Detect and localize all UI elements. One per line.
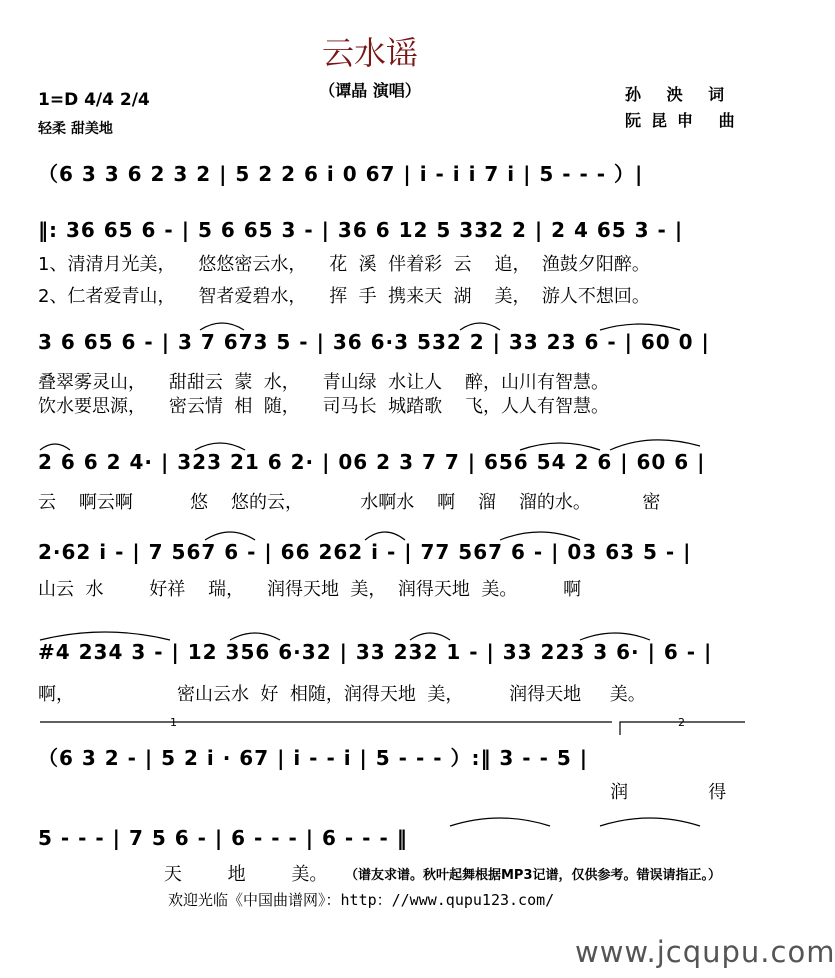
lyric-line-4: 云 啊云啊 悠 悠的云， 水啊水 啊 溜 溜的水。 密 [38, 492, 661, 513]
watermark: www.jcqupu.com [575, 935, 835, 969]
composer-credit: 阮昆申 曲 [625, 111, 745, 130]
notation-line-3: 3 6 65 6 - | 3 7 673 5 - | 36 6·3 532 2 | 33 23 6 - | 60 0 | [38, 330, 710, 354]
notation-line-4: 2 6 6 2 4· | 323 21 6 2· | 06 2 3 7 7 | 656 54 2 6 | 60 6 | [38, 450, 706, 474]
performer-label: （谭晶 演唱） [319, 81, 421, 100]
song-title: 云水谣 [321, 34, 418, 72]
lyric-line-7: 润 得 [38, 782, 727, 803]
notation-line-2: ‖: 36 65 6 - | 5 6 65 3 - | 36 6 12 5 332 2 | 2 4 65 3 - | [38, 218, 684, 242]
tempo-marking: 轻柔 甜美地 [38, 121, 113, 137]
lyric-line-6: 啊， 密山云水 好 相随，润得天地 美， 润得天地 美。 [38, 684, 646, 705]
volta-number-1: 1 [170, 716, 177, 729]
lyricist-credit: 孙 泱 词 [625, 85, 735, 104]
lyric-line-2-verse-1: 1、清清月光美， 悠悠密云水， 花 溪 伴着彩 云 追， 渔鼓夕阳醉。 [38, 254, 650, 275]
key-signature: 1=D 4/4 2/4 [38, 90, 150, 110]
notation-line-1: （6 3 3 6 2 3 2 | 5 2 2 6 i 0 67 | i - i i 7 i | 5 - - - ）| [38, 162, 644, 186]
lyric-line-5: 山云 水 好祥 瑞， 润得天地 美， 润得天地 美。 啊 [38, 579, 582, 600]
volta-number-2: 2 [678, 716, 685, 729]
site-credit: 欢迎光临《中国曲谱网》：http：//www.qupu123.com/ [168, 891, 555, 909]
lyric-line-3-verse-1: 叠翠雾灵山， 甜甜云 蒙 水， 青山绿 水让人 醉，山川有智慧。 [38, 372, 609, 393]
notation-line-6: #4 234 3 - | 12 356 6·32 | 33 232 1 - | 33 223 3 6· | 6 - | [38, 640, 713, 664]
lyric-line-2-verse-2: 2、仁者爱青山， 智者爱碧水， 挥 手 携来天 湖 美， 游人不想回。 [38, 286, 650, 307]
notation-line-5: 2·62 i - | 7 567 6 - | 66 262 i - | 77 567 6 - | 03 63 5 - | [38, 540, 692, 564]
notation-line-7: （6 3 2 - | 5 2 i · 67 | i - - i | 5 - - - ）:‖ 3 - - 5 | [38, 746, 589, 770]
notation-line-8: 5 - - - | 7 5 6 - | 6 - - - | 6 - - - ‖ [38, 826, 408, 850]
lyric-line-3-verse-2: 饮水要思源， 密云情 相 随， 司马长 城踏歌 飞，人人有智慧。 [38, 396, 609, 417]
transcription-footnote: （谱友求谱。秋叶起舞根据MP3记谱，仅供参考。错误请指正。） [345, 868, 722, 883]
lyric-line-8: 天 地 美。 [38, 864, 328, 885]
